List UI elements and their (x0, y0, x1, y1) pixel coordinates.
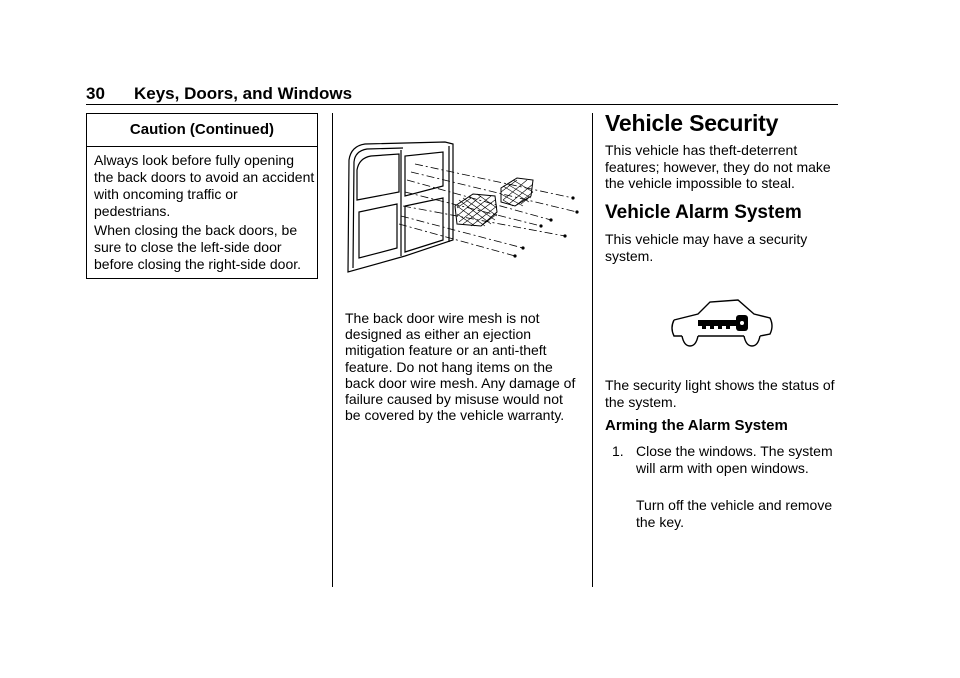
section-title: Keys, Doors, and Windows (134, 84, 353, 103)
step-number: 1. (612, 443, 624, 459)
page-header (86, 84, 838, 106)
column-divider-right (592, 113, 593, 587)
wire-mesh-paragraph: The back door wire mesh is not designed as either an ejection mitigation feature or an anti-theft feature. Do not hang items on the back door wire mesh. Any damage of failure caused by misuse would not be covered by the vehicle warranty. (345, 310, 576, 424)
arming-alarm-heading: Arming the Alarm System (605, 417, 788, 434)
back-door-wire-mesh-illustration (345, 140, 581, 276)
caution-box (86, 113, 318, 279)
security-intro-paragraph: This vehicle has theft-deterrent features; however, they do not make the vehicle impossible to steal. (605, 142, 831, 191)
alarm-system-heading: Vehicle Alarm System (605, 202, 802, 223)
step-1-text: Close the windows. The system will arm with open windows. (636, 443, 833, 476)
page-number: 30 (86, 84, 105, 103)
caution-heading: Caution (Continued) (87, 114, 317, 147)
alarm-intro-paragraph: This vehicle may have a security system. (605, 231, 808, 264)
step-1-note: Turn off the vehicle and remove the key. (636, 497, 833, 530)
header-rule (86, 104, 838, 105)
security-light-paragraph: The security light shows the status of the system. (605, 377, 835, 410)
column-divider-left (332, 113, 333, 587)
security-light-car-key-icon (668, 298, 776, 350)
caution-paragraph-1: Always look before fully opening the back doors to avoid an accident with oncoming traffic or pedestrians. (94, 152, 315, 219)
vehicle-security-heading: Vehicle Security (605, 110, 779, 136)
caution-paragraph-2: When closing the back doors, be sure to close the left-side door before closing the right-side door. (94, 222, 302, 272)
